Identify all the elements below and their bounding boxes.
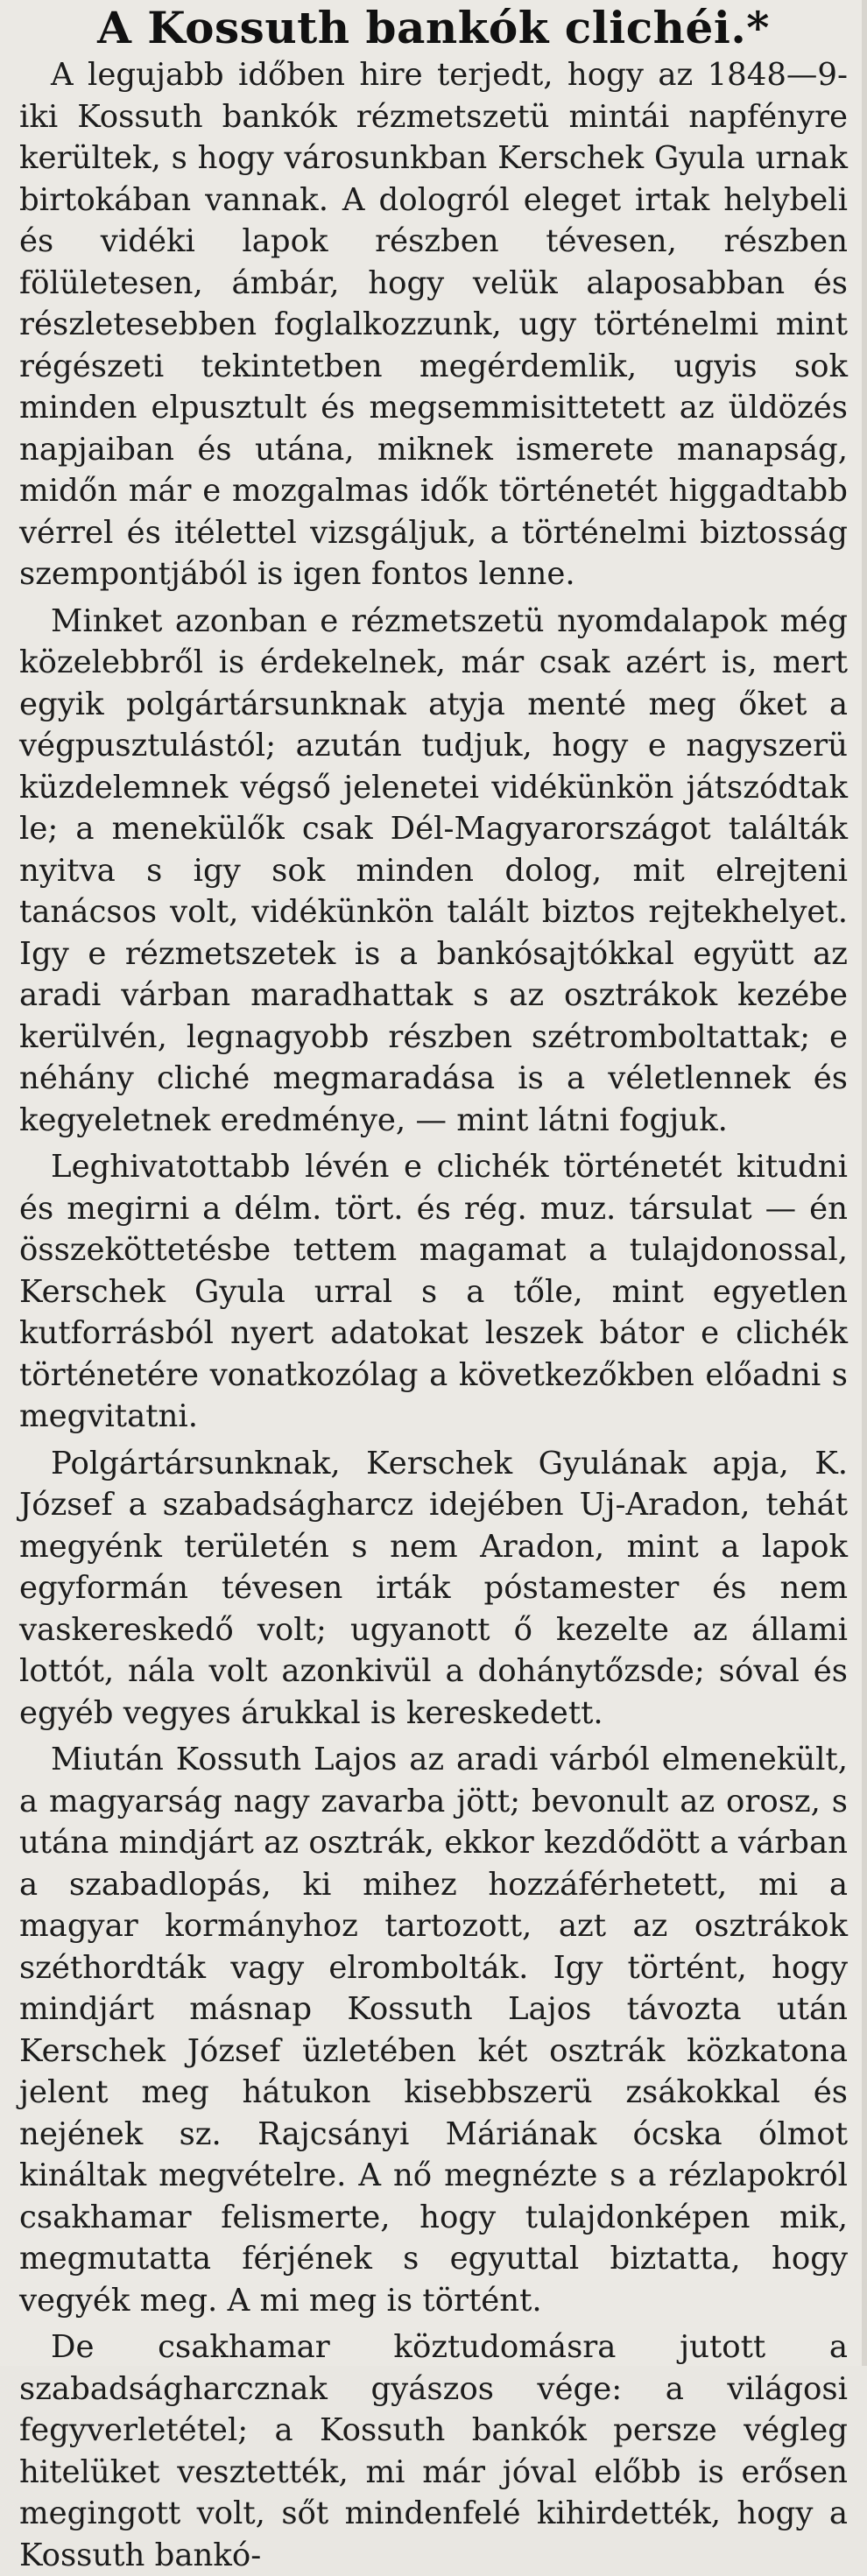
article-title: A Kossuth bankók clichéi.* [97,2,770,53]
paragraph-4: Polgártársunknak, Kerschek Gyulának apja, K. József a szabadságharcz idejében Uj-Aradon, tehát megyénk területén s nem Aradon, mint a lapok egyformán tévesen irták póstamester és nem vaskereskedő volt; ugyanott ő kezelte az állami lottót, nála volt azonkivül a dohánytőzsde; sóval és egyéb vegyes árukkal is kereskedett. [19,1445,848,1731]
page-edge [862,0,867,2366]
paragraph-2: Minket azonban e rézmetszetü nyomdalapok még közelebbről is érdekelnek, már csak azért is, mert egyik polgártársunknak atyja menté meg őket a végpusztulástól; azután tudjuk, hogy e nagyszerü küzdelemnek végső jelenetei vidékünkön játszódtak le; a menekülők csak Dél-Magyarországot találták nyitva s igy sok minden dolog, mit elrejteni tanácsos volt, vidékünkön talált biztos rejtekhelyet. Igy e rézmetszetek is a bankósajtókkal együtt az aradi várban maradhattak s az osztrákok kezébe kerülvén, legnagyobb részben szétromboltattak; e néhány cliché megmaradása is a véletlennek és kegyeletnek eredménye, — mint látni fogjuk. [19,602,848,1138]
paragraph-6: De csakhamar köztudomásra jutott a szabadságharcznak gyászos vége: a világosi fegyverletétel; a Kossuth bankók persze végleg hitelüket vesztették, mi már jóval előbb is erősen megingott volt, sőt mindenfelé kihirdették, hogy a Kossuth bankó- [19,2329,848,2573]
article-body [19,54,848,2576]
paragraph-5: Miután Kossuth Lajos az aradi várból elmenekült, a magyarság nagy zavarba jött; bevonult az orosz, s utána mindjárt az osztrák, ekkor kezdődött a várban a szabadlopás, ki mihez hozzáférhetett, mi a magyar kormányhoz tartozott, azt az osztrákok széthordták vagy elrombolták. Igy történt, hogy mindjárt másnap Kossuth Lajos távozta után Kerschek József üzletében két osztrák közkatona jelent meg hátukon kisebbszerü zsákokkal és nejének sz. Rajcsányi Máriának ócska ólmot kináltak megvételre. A nő megnézte s a rézlapokról csakhamar felismerte, hogy tulajdonképen mik, megmutatta férjének s egyuttal biztatta, hogy vegyék meg. A mi meg is történt. [19,1742,848,2319]
paragraph-3: Leghivatottabb lévén e clichék történetét kitudni és megirni a délm. tört. és rég. muz. társulat — én összeköttetésbe tettem magamat a tulajdonossal, Kerschek Gyula urral s a tőle, mint egyetlen kutforrásból nyert adatokat leszek bátor e clichék történetére vonatkozólag a következőkben előadni s megvitatni. [19,1149,848,1434]
paragraph-1: A legujabb időben hire terjedt, hogy az 1848—9-iki Kossuth bankók rézmetszetü mintái napfényre kerültek, s hogy városunkban Kerschek Gyula urnak birtokában vannak. A dologról eleget irtak helybeli és vidéki lapok részben tévesen, részben fölületesen, ámbár, hogy velük alaposabban és részletesebben foglalkozzunk, ugy történelmi mint régészeti tekintetben megérdemlik, ugyis sok minden elpusztult és megsemmisittetett az üldözés napjaiban és utána, miknek ismerete manapság, midőn már e mozgalmas idők történetét higgadtabb vérrel és itélettel vizsgáljuk, a történelmi biztosság szempontjából is igen fontos lenne. [19,57,848,592]
